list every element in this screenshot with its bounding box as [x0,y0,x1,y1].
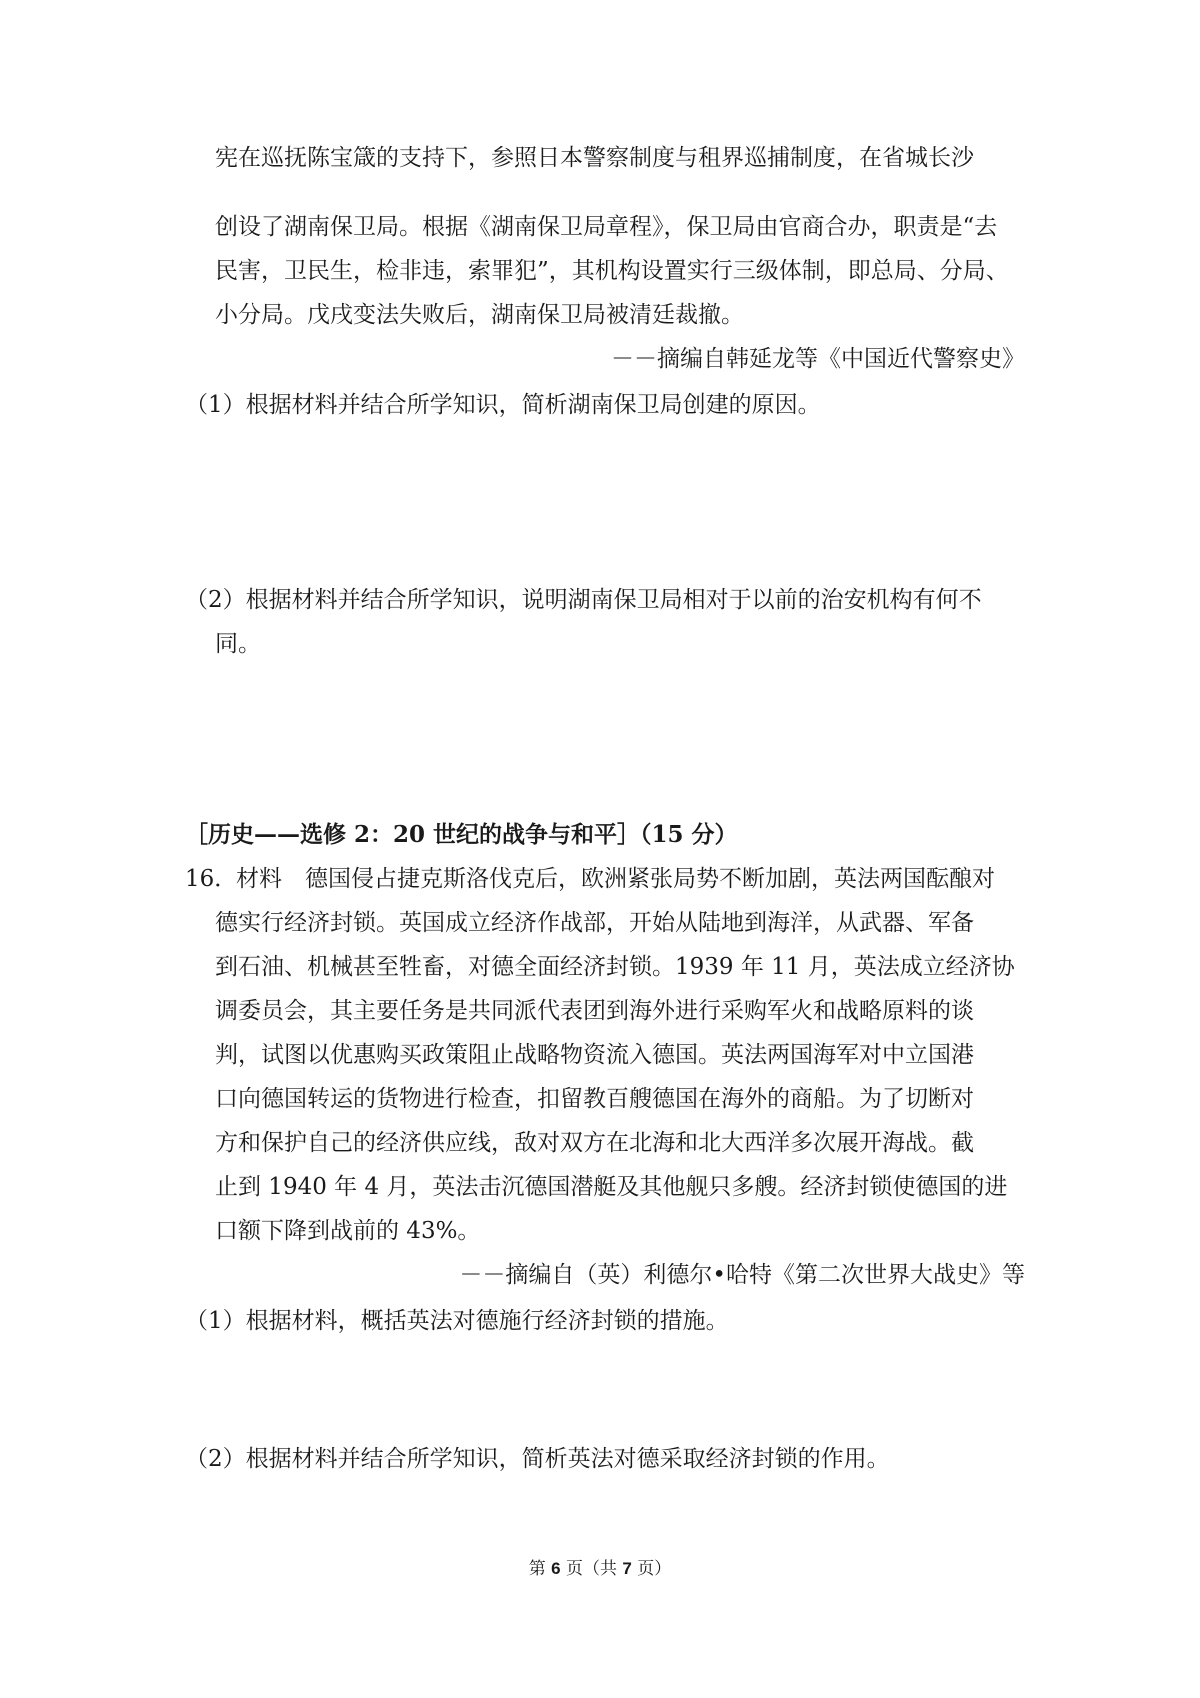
material-line: 宪在巡抚陈宝箴的支持下，参照日本警察制度与租界巡捕制度，在省城长沙 [215,145,974,171]
material-source: －－摘编自（英）利德尔•哈特《第二次世界大战史》等 [459,1262,1025,1288]
footer-page-number: 6 [551,1559,561,1578]
material-line: 材料 德国侵占捷克斯洛伐克后，欧洲紧张局势不断加剧，英法两国酝酿对 [236,866,995,892]
question-number: 16． [185,866,238,892]
material-line: 民害，卫民生，检非违，索罪犯”，其机构设置实行三级体制，即总局、分局、 [215,258,1009,284]
material-line: 止到 1940 年 4 月，英法击沉德国潜艇及其他舰只多艘。经济封锁使德国的进 [215,1174,1008,1200]
section-heading: ［历史——选修 2：20 世纪的战争与和平］（15 分） [185,821,738,848]
question-15-1: （1）根据材料并结合所学知识，简析湖南保卫局创建的原因。 [185,392,821,418]
material-line: 小分局。戊戌变法失败后，湖南保卫局被清廷裁撤。 [215,302,744,328]
material-source: －－摘编自韩延龙等《中国近代警察史》 [611,346,1025,372]
material-line: 创设了湖南保卫局。根据《湖南保卫局章程》，保卫局由官商合办，职责是“去 [215,214,998,240]
question-15-2: （2）根据材料并结合所学知识，说明湖南保卫局相对于以前的治安机构有何不 [185,587,982,613]
page-footer [0,1557,1200,1581]
material-line: 口额下降到战前的 43%。 [215,1218,481,1244]
footer-suffix: 页） [631,1559,672,1579]
material-line: 德实行经济封锁。英国成立经济作战部，开始从陆地到海洋，从武器、军备 [215,910,974,936]
material-line: 判，试图以优惠购买政策阻止战略物资流入德国。英法两国海军对中立国港 [215,1042,974,1068]
material-line: 口向德国转运的货物进行检查，扣留教百艘德国在海外的商船。为了切断对 [215,1086,974,1112]
material-line: 方和保护自己的经济供应线，敌对双方在北海和北大西洋多次展开海战。截 [215,1130,974,1156]
footer-prefix: 第 [528,1559,552,1579]
footer-total-pages: 7 [622,1559,632,1578]
question-16-1: （1）根据材料，概括英法对德施行经济封锁的措施。 [185,1308,729,1334]
footer-middle: 页（共 [560,1559,623,1579]
material-line: 到石油、机械甚至牲畜，对德全面经济封锁。1939 年 11 月，英法成立经济协 [215,954,1015,980]
question-16-2: （2）根据材料并结合所学知识，简析英法对德采取经济封锁的作用。 [185,1446,890,1472]
question-15-2-continuation: 同。 [215,631,261,657]
material-line: 调委员会，其主要任务是共同派代表团到海外进行采购军火和战略原料的谈 [215,998,974,1024]
